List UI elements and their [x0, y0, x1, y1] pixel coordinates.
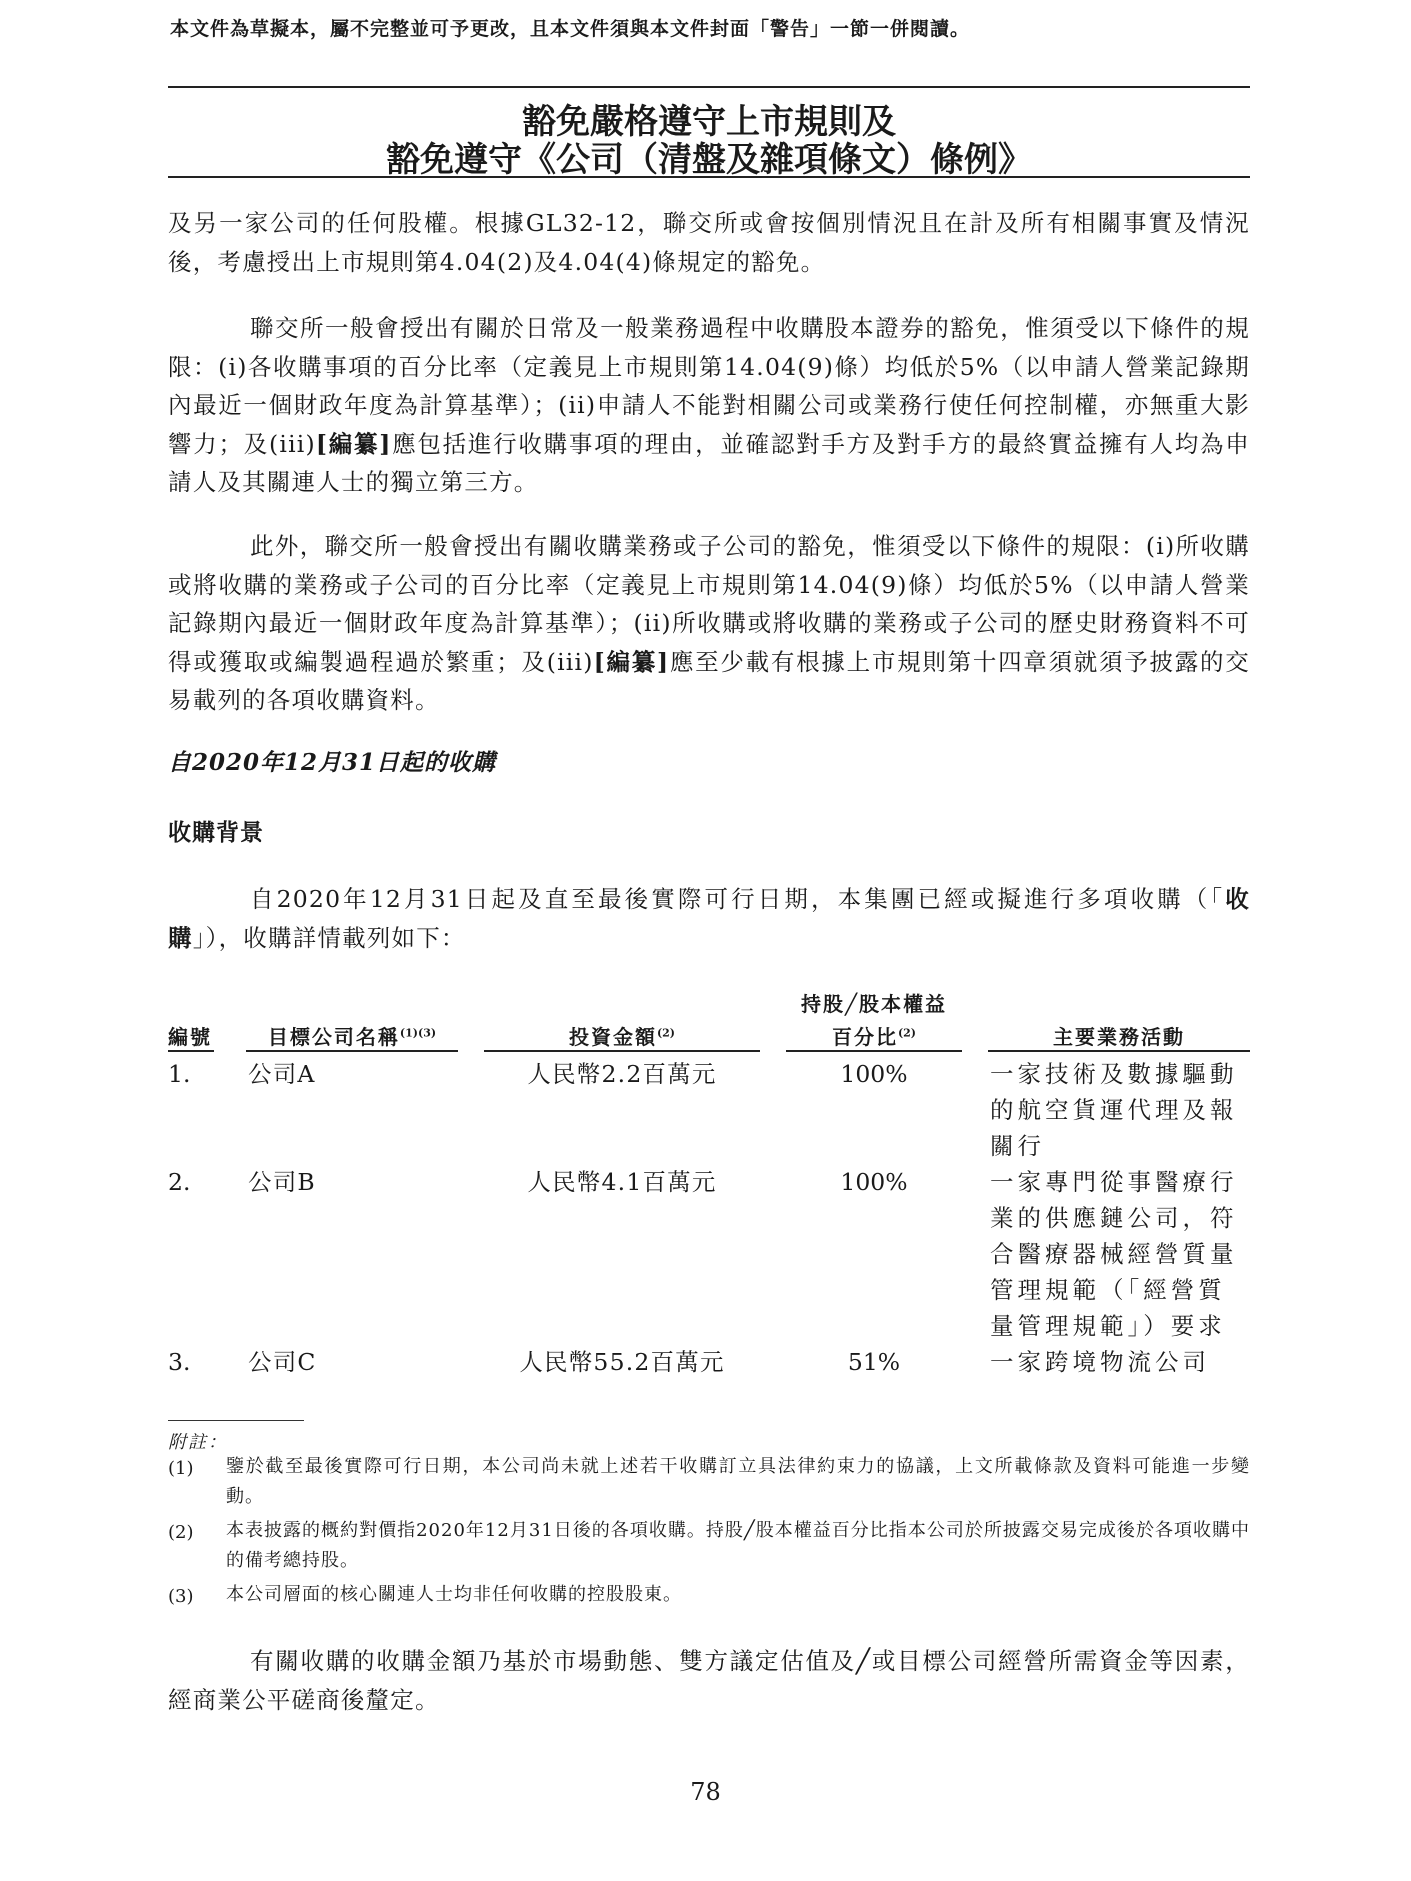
header-underline [484, 1050, 760, 1052]
page-number: 78 [690, 1778, 721, 1806]
row-percentage: 51% [847, 1348, 901, 1376]
header-footnote-ref: (2) [897, 1026, 917, 1040]
note-number: (2) [168, 1522, 194, 1543]
header-investment-amount-label: 投資金額 [568, 1025, 657, 1049]
paragraph-3 [168, 527, 1250, 720]
header-underline [786, 1050, 962, 1052]
row-business: 一家專門從事醫療行業的供應鏈公司，符合醫療器械經營質量管理規範（「經營質量管理規範」）要求 [990, 1168, 1238, 1340]
title-bottom-rule [168, 176, 1250, 178]
row-percentage: 100% [840, 1168, 908, 1196]
header-target-company [246, 1021, 458, 1050]
header-footnote-ref: (2) [656, 1026, 676, 1040]
note-text: 本表披露的概約對價指2020年12月31日後的各項收購。持股╱股本權益百分比指本公司於所披露交易完成後於各項收購中的備考總持股。 [226, 1520, 1250, 1571]
header-underline [168, 1050, 214, 1052]
note-number: (1) [168, 1458, 194, 1479]
row-number: 3. [168, 1348, 191, 1376]
row-business: 一家技術及數據驅動的航空貨運代理及報關行 [990, 1060, 1238, 1160]
note-number: (3) [168, 1586, 194, 1607]
paragraph-2-part-1: 聯交所一般會授出有關於日常及一般業務過程中收購股本證券的豁免，惟須受以下條件的規限：(i)各收購事項的百分比率（定義見上市規則第14.04(9)條）均低於5%（以申請人營業記錄期內最近一個財政年度為計算基準）；(ii)申請人不能對相關公司或業務行使任何控制權，亦無重大影響力；及(iii) [168, 314, 1250, 458]
header-shareholding-line2 [786, 1021, 962, 1050]
header-underline [988, 1050, 1250, 1052]
header-shareholding-line1: 持股╱股本權益 [800, 992, 948, 1016]
acquisition-background-heading: 收購背景 [168, 819, 264, 846]
paragraph-2 [168, 309, 1250, 502]
redacted-marker: [編纂] [593, 647, 670, 676]
paragraph-5: 有關收購的收購金額乃基於市場動態、雙方議定估值及╱或目標公司經營所需資金等因素，經商業公平磋商後釐定。 [168, 1647, 1250, 1714]
note-text: 鑒於截至最後實際可行日期，本公司尚未就上述若干收購訂立具法律約束力的協議，上文所載條款及資料可能進一步變動。 [226, 1456, 1250, 1507]
row-company: 公司A [248, 1060, 316, 1088]
paragraph-4 [168, 880, 1250, 957]
row-business: 一家跨境物流公司 [990, 1348, 1210, 1376]
header-shareholding-label: 百分比 [831, 1025, 898, 1049]
section-title-line1: 豁免嚴格遵守上市規則及 [522, 102, 896, 142]
note-text: 本公司層面的核心關連人士均非任何收購的控股股東。 [226, 1584, 682, 1605]
header-footnote-ref: (1)(3) [399, 1026, 437, 1040]
paragraph-4-part-1: 自2020年12月31日起及直至最後實際可行日期，本集團已經或擬進行多項收購（「 [250, 885, 1226, 913]
header-investment-amount [484, 1021, 760, 1050]
row-amount: 人民幣4.1百萬元 [527, 1168, 717, 1196]
paragraph-2-part-2: 應包括進行收購事項的理由，並確認對手方及對手方的最終實益擁有人均為申請人及其關連人士的獨立第三方。 [168, 429, 1250, 496]
paragraph-4-part-2: 」），收購詳情載列如下： [192, 923, 466, 952]
defined-term-acquisition: 收購 [168, 885, 1250, 952]
header-target-company-label: 目標公司名稱 [267, 1025, 400, 1049]
draft-warning: 本文件為草擬本，屬不完整並可予更改，且本文件須與本文件封面「警告」一節一併閱讀。 [170, 18, 971, 40]
row-percentage: 100% [840, 1060, 908, 1088]
paragraph-1: 及另一家公司的任何股權。根據GL32-12，聯交所或會按個別情況且在計及所有相關事實及情況後，考慮授出上市規則第4.04(2)及4.04(4)條規定的豁免。 [168, 209, 1250, 276]
title-top-rule [168, 86, 1250, 88]
subsection-heading: 自2020年12月31日起的收購 [168, 749, 497, 776]
redacted-marker: [編纂] [315, 429, 392, 458]
paragraph-3-part-2: 應至少載有根據上市規則第十四章須就須予披露的交易載列的各項收購資料。 [168, 647, 1250, 714]
notes-divider [168, 1420, 304, 1421]
row-number: 1. [168, 1060, 191, 1088]
row-company: 公司B [248, 1168, 316, 1196]
header-underline [246, 1050, 458, 1052]
paragraph-3-part-1: 此外，聯交所一般會授出有關收購業務或子公司的豁免，惟須受以下條件的規限：(i)所收購或將收購的業務或子公司的百分比率（定義見上市規則第14.04(9)條）均低於5%（以申請人營業記錄期內最近一個財政年度為計算基準）；(ii)所收購或將收購的業務或子公司的歷史財務資料不可得或獲取或編製過程過於繁重；及(iii) [168, 532, 1250, 676]
row-amount: 人民幣2.2百萬元 [527, 1060, 717, 1088]
section-title-line2: 豁免遵守《公司（清盤及雜項條文）條例》 [386, 140, 1032, 180]
notes-label: 附註： [168, 1432, 228, 1453]
header-principal-business: 主要業務活動 [1053, 1025, 1185, 1049]
header-number: 編號 [168, 1025, 212, 1049]
row-company: 公司C [248, 1348, 317, 1376]
row-number: 2. [168, 1168, 191, 1196]
row-amount: 人民幣55.2百萬元 [519, 1348, 725, 1376]
